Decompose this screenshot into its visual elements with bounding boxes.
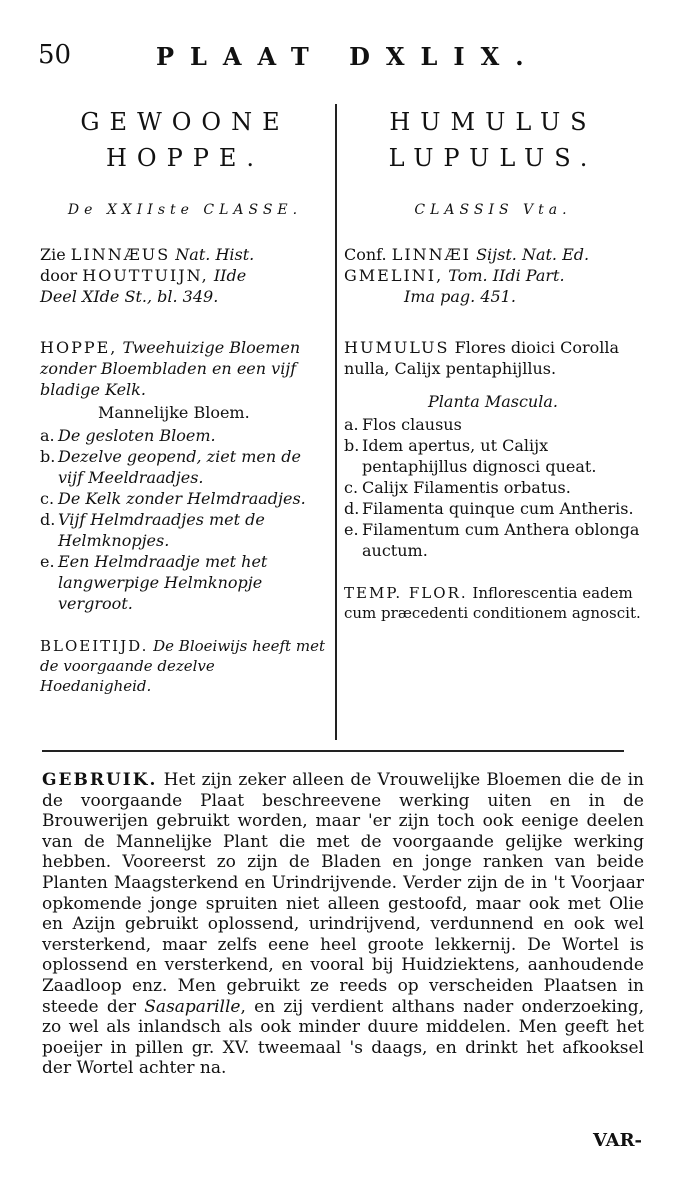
item-key: c.: [40, 489, 55, 508]
item-key: b.: [344, 436, 360, 455]
latin-name-line1: HUMULUS: [389, 108, 597, 136]
ref-volume: Tom. IIdi Part.: [448, 266, 565, 285]
latin-name-line2: LUPULUS.: [388, 144, 598, 172]
dutch-subheading: Mannelijke Bloem.: [98, 403, 250, 422]
ref-author: HOUTTUIJN,: [82, 266, 209, 285]
item-text: Flos clausus: [362, 415, 462, 434]
latin-flowering: [344, 583, 642, 623]
ref-part: Ima pag. 451.: [404, 287, 516, 306]
item-key: e.: [344, 520, 359, 539]
item-text: Filamentum cum Anthera oblonga auctum.: [362, 520, 640, 560]
item-key: c.: [344, 478, 359, 497]
item-text: Vijf Helmdraadjes met de Helmknopjes.: [58, 510, 265, 550]
latin-classis: CLASSIS Vta.: [414, 202, 572, 218]
dutch-flowering: [40, 636, 330, 696]
ref-part: Deel XIde St., bl. 349.: [40, 287, 219, 306]
item-key: d.: [344, 499, 360, 518]
item-text: De gesloten Bloem.: [58, 426, 216, 445]
list-item: [40, 446, 330, 488]
list-item: [344, 435, 642, 477]
list-item: [344, 498, 642, 519]
list-item: [40, 551, 330, 614]
item-key: e.: [40, 552, 55, 571]
ref-work: Nat. Hist.: [175, 245, 255, 264]
page-header: [38, 40, 662, 74]
flowering-text: Inflorescentia eadem cum præcedenti conditionem agnoscit.: [344, 584, 641, 622]
item-text: Idem apertus, ut Calijx pentaphijllus dignosci queat.: [362, 436, 597, 476]
ref-word: Conf.: [344, 245, 387, 264]
latin-figure-list: [344, 414, 642, 561]
usage-paragraph: [42, 770, 644, 1079]
usage-text-part1: Het zijn zeker alleen de Vrouwelijke Bloemen die de in de voorgaande Plaat beschreevene werking uiten en in de Brouwerijen gebruikt worden, maar 'er zijn toch ook eenige deelen van de Mannelijke Plant die met de voorgaande gelijke werking hebben. Vooreerst zo zijn de Bladen en jonge ranken van beide Planten Maagsterkend en Urindrijvende. Verder zijn de in 't Voorjaar opkomende jonge spruiten niet alleen gestoofd, maar ook met Olie en Azijn gebruikt oplossend, urindrijvend, verdunnend en ook wel versterkend, maar zelfs eene heel groote lekkernij. De Wortel is oplossend en versterkend, en vooral bij Huidziektens, aanhoudende Zaadloop enz. Men gebruikt ze reeds op verscheiden Plaatsen in steede der: [42, 770, 645, 1017]
desc-text: Tweehuizige Bloemen zonder Bloembladen en een vijf bladige Kelk.: [40, 338, 301, 399]
item-text: Een Helmdraadje met het langwerpige Helmknopje vergroot.: [58, 552, 268, 613]
flowering-text: De Bloeiwijs heeft met de voorgaande dezelve Hoedanigheid.: [40, 637, 325, 695]
horizontal-rule: [42, 750, 624, 752]
dutch-name-line2: HOPPE.: [105, 144, 265, 172]
item-text: Calijx Filamentis orbatus.: [362, 478, 571, 497]
latin-description: [344, 337, 642, 379]
list-item: [40, 488, 330, 509]
ref-word: Zie: [40, 245, 66, 264]
ref-work: Sijst. Nat. Ed.: [476, 245, 590, 264]
list-item: [344, 414, 642, 435]
ref-author: LINNÆUS: [70, 245, 171, 264]
item-key: d.: [40, 510, 56, 529]
item-text: De Kelk zonder Helmdraadjes.: [58, 489, 306, 508]
catchword: VAR-: [593, 1130, 642, 1151]
list-item: [344, 519, 642, 561]
ref-author: LINNÆI: [391, 245, 471, 264]
dutch-figure-list: [40, 425, 330, 614]
dutch-description: [40, 337, 330, 400]
column-divider: [335, 104, 337, 740]
item-key: a.: [344, 415, 359, 434]
dutch-name-line1: GEWOONE: [80, 108, 290, 136]
desc-text: Flores dioici Corolla nulla, Calijx pentaphijllus.: [344, 338, 620, 378]
page-number: 50: [38, 40, 72, 70]
ref-volume: IIde: [213, 266, 247, 285]
ref-word: door: [40, 266, 78, 285]
dutch-reference: [40, 244, 330, 307]
list-item: [344, 477, 642, 498]
desc-lead: HUMULUS: [344, 338, 450, 357]
usage-label: GEBRUIK.: [42, 770, 158, 790]
latin-column: [344, 104, 642, 623]
item-text: Filamenta quinque cum Antheris.: [362, 499, 634, 518]
latin-subheading: Planta Mascula.: [428, 392, 558, 411]
list-item: [40, 509, 330, 551]
dutch-classis: De XXIIste CLASSE.: [67, 202, 303, 218]
desc-lead: HOPPE,: [40, 338, 118, 357]
flowering-label: BLOEITIJD.: [40, 637, 149, 655]
list-item: [40, 425, 330, 446]
dutch-column: [40, 104, 330, 696]
plate-title: PLAAT DXLIX.: [156, 42, 540, 71]
item-key: a.: [40, 426, 55, 445]
latin-reference: [344, 244, 642, 307]
item-key: b.: [40, 447, 56, 466]
flowering-label: TEMP. FLOR.: [344, 584, 468, 602]
ref-author: GMELINI,: [344, 266, 444, 285]
usage-italic-word: Sasaparille: [144, 996, 241, 1017]
usage-text-part2: , en zij verdient althans nader onderzoeking, zo wel als inlandsch als ook minder duure middelen. Men geeft het poeijer in pillen gr. XV. tweemaal 's daags, en drinkt het afkooksel der Wortel achter na.: [42, 996, 645, 1079]
item-text: Dezelve geopend, ziet men de vijf Meeldraadjes.: [58, 447, 301, 487]
